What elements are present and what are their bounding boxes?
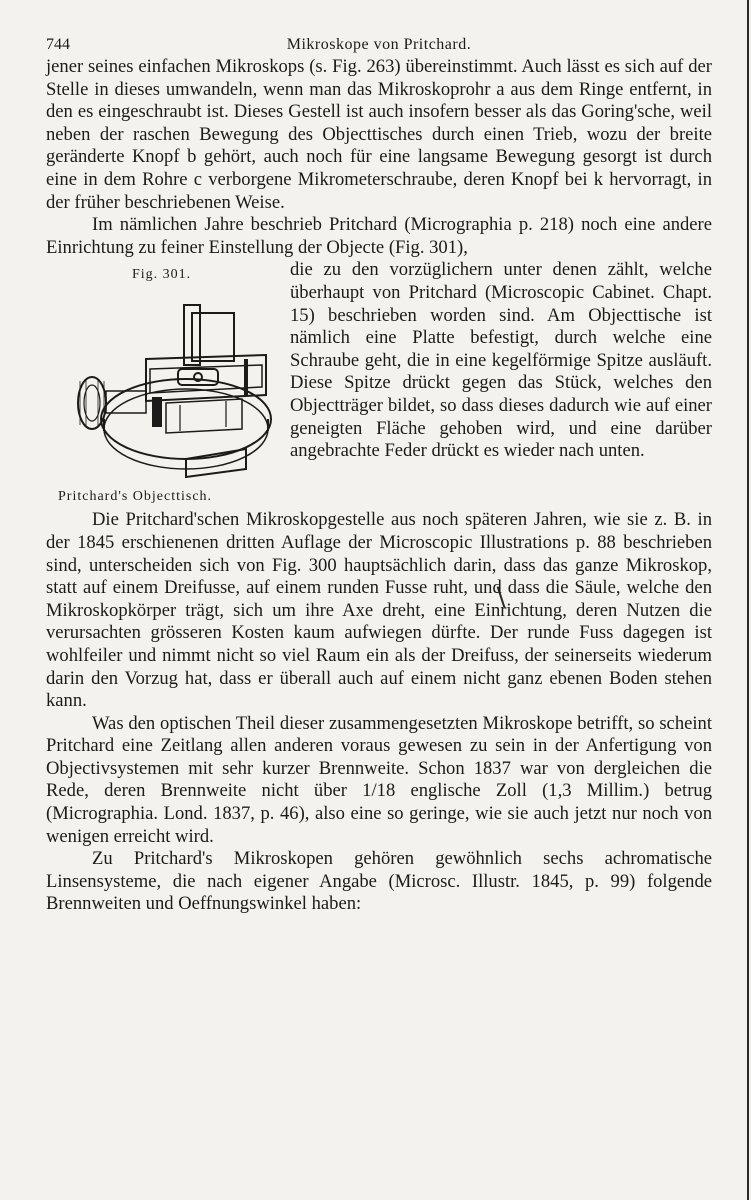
paragraph-4: Was den optischen Theil dieser zusammengesetzten Mikroskope betrifft, so scheint Pritchard eine Zeitlang allen anderen voraus gewesen zu sein in der Anfertigung von Objectivsystemen mit sehr kurzer Brennweite. Schon 1837 war von dergleichen die Rede, deren Brennweite nicht über 1/18 englische Zoll (1,3 Millim.) betrug (Micrographia. Lond. 1837, p. 46), also eine so geringe, wie sie auch jetzt nur noch von wenigen erreicht wird. — [46, 712, 712, 847]
figure-301 — [46, 259, 284, 509]
figure-side-text — [290, 259, 712, 462]
page-edge-rule — [747, 0, 749, 1200]
objecttisch-illustration — [66, 299, 276, 479]
paragraph-2-side: die zu den vorzüglichern unter denen zählt, welche überhaupt von Pritchard (Microscopic Cabinet. Chapt. 15) beschrieben worden sind. Am Objecttische ist nämlich eine Platte befestigt, durch welche eine Schraube geht, die in eine kegelförmige Spitze ausläuft. Diese Spitze drückt gegen das Stück, welches den Objectträger bildet, so dass dieses dadurch wie auf einer geneigten Fläche gehoben wird, und eine darüber angebrachte Feder drückt es wieder nach unten. — [290, 259, 712, 462]
figure-label: Fig. 301. — [132, 267, 192, 283]
figure-caption: Pritchard's Objecttisch. — [58, 489, 213, 505]
paragraph-1: jener seines einfachen Mikroskops (s. Fig. 263) übereinstimmt. Auch lässt es sich auf der Stelle in dieses umwandeln, wenn man das Mikroskoprohr a aus dem Ringe entfernt, in den es eingeschraubt ist. Dieses Gestell ist auch insofern besser als das Goring'sche, weil neben der raschen Bewegung des Objecttisches durch einen Trieb, wozu der breite geränderte Knopf b gehört, auch noch für eine langsame Bewegung gesorgt ist durch eine in dem Rohre c verborgene Mikrometerschraube, deren Knopf bei k hervorragt, in der früher beschriebenen Weise. — [46, 56, 712, 213]
paragraph-3: Die Pritchard'schen Mikroskopgestelle aus noch späteren Jahren, wie sie z. B. in der 1845 erschienenen dritten Auflage der Microscopic Illustrations p. 88 beschrieben sind, unterscheiden sich von Fig. 300 hauptsächlich darin, dass das ganze Mikroskop, statt auf einem Dreifusse, auf einem runden Fusse ruht, und dass die Säule, welche den Mikroskopkörper trägt, sich um ihre Axe dreht, eine Einrichtung, deren Nutzen die verursachten grösseren Kosten kaum aufwiegen dürfte. Der runde Fuss dagegen ist wohlfeiler und nimmt nicht so viel Raum ein als der Dreifuss, der seinerseits wiederum darin den Vorzug hat, dass er überall auch auf einem nicht ganz ebenen Boden stehen kann. — [46, 509, 712, 712]
figure-block — [46, 259, 712, 509]
page — [46, 30, 712, 916]
paragraph-2-intro: Im nämlichen Jahre beschrieb Pritchard (Micrographia p. 218) noch eine andere Einrichtung zu feiner Einstellung der Objecte (Fig. 301), — [46, 214, 712, 258]
paragraph-5: Zu Pritchard's Mikroskopen gehören gewöhnlich sechs achromatische Linsensysteme, die nach eigener Angabe (Microsc. Illustr. 1845, p. 99) folgende Brennweiten und Oeffnungswinkel haben: — [46, 848, 712, 915]
running-header — [46, 30, 712, 56]
page-number: 744 — [46, 36, 70, 53]
running-title: Mikroskope von Pritchard. — [286, 36, 472, 53]
